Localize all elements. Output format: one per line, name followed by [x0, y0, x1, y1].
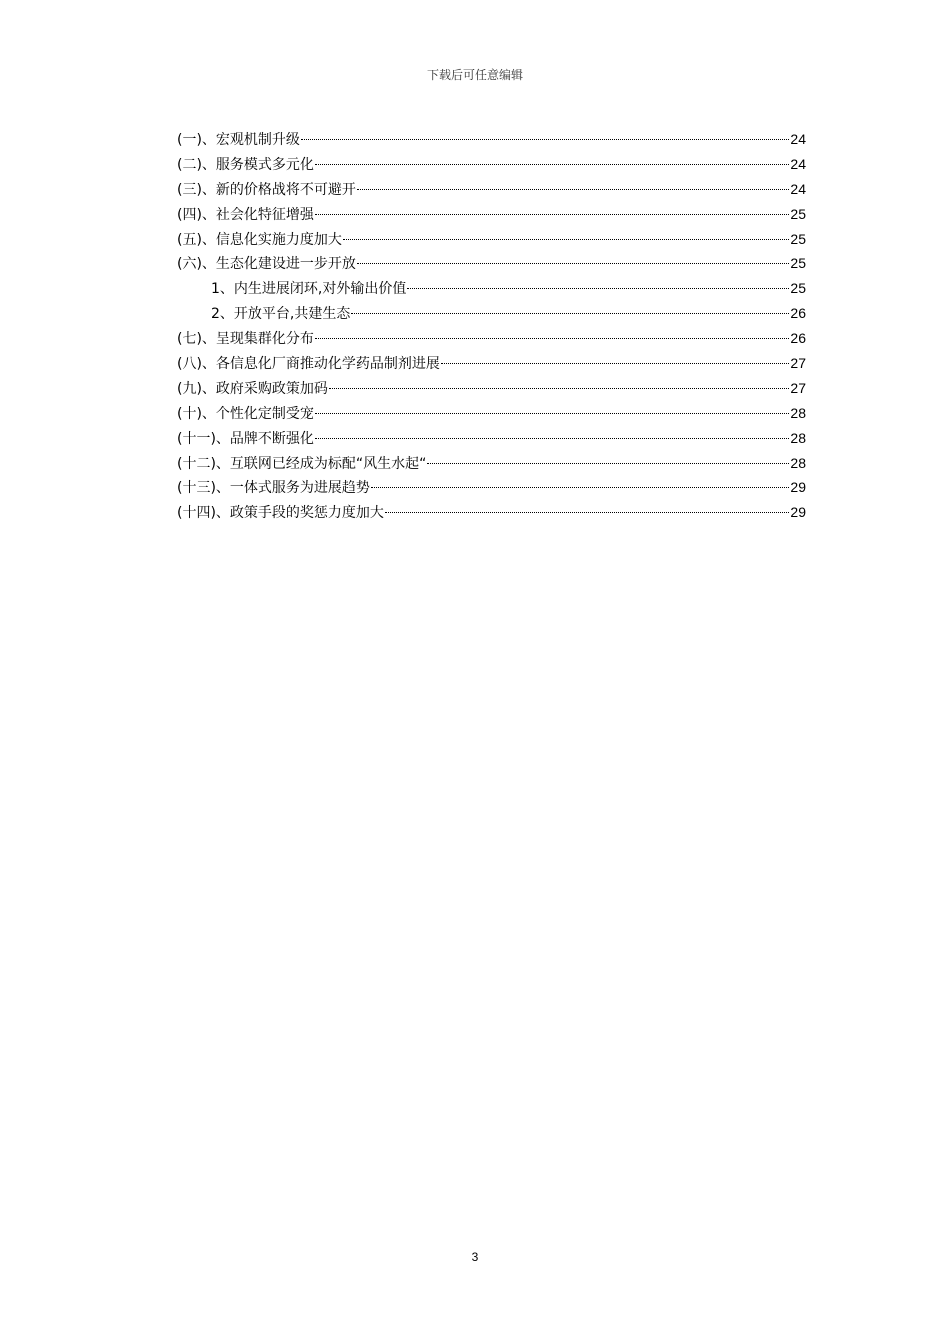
toc-dot-leader [371, 487, 789, 488]
toc-subentry[interactable] [177, 301, 806, 326]
page-number: 3 [471, 1250, 479, 1264]
toc-dot-leader [315, 338, 789, 339]
toc-entry[interactable] [177, 251, 806, 276]
toc-entry[interactable] [177, 475, 806, 500]
toc-entry[interactable] [177, 127, 806, 152]
toc-entry-page: 29 [790, 479, 806, 496]
toc-entry-page: 28 [790, 404, 806, 421]
toc-entry-label: (五)、信息化实施力度加大 [177, 231, 342, 248]
toc-entry[interactable] [177, 426, 806, 451]
toc-entry-page: 28 [790, 429, 806, 446]
toc-entry[interactable] [177, 376, 806, 401]
toc-entry[interactable] [177, 227, 806, 252]
toc-entry-page: 24 [790, 131, 806, 147]
toc-entry-page: 25 [790, 230, 806, 247]
toc-dot-leader [343, 239, 789, 240]
toc-entry[interactable] [177, 152, 806, 177]
page-header: 下载后可任意编辑 [426, 68, 523, 82]
toc-entry-page: 28 [790, 454, 806, 471]
toc-entry-label: (十四)、政策手段的奖惩力度加大 [177, 505, 384, 522]
toc-entry-label: (十三)、一体式服务为进展趋势 [177, 480, 370, 497]
toc-entry[interactable] [177, 451, 806, 476]
toc-entry-label: (十二)、互联网已经成为标配“风生水起“ [177, 455, 427, 472]
toc-dot-leader [329, 388, 789, 389]
toc-entry-page: 29 [790, 504, 806, 521]
table-of-contents [177, 127, 806, 525]
toc-subentry[interactable] [177, 276, 806, 301]
toc-dot-leader [301, 139, 789, 140]
toc-entry-page: 25 [790, 255, 806, 272]
toc-entry-label: (九)、政府采购政策加码 [177, 380, 328, 397]
toc-entry-page: 26 [790, 305, 806, 322]
toc-dot-leader [315, 214, 789, 215]
toc-entry-label: (八)、各信息化厂商推动化学药品制剂进展 [177, 356, 440, 373]
toc-entry-label: (三)、新的价格战将不可避开 [177, 181, 356, 198]
toc-entry[interactable] [177, 500, 806, 525]
toc-entry-label: 1、内生进展闭环,对外输出价值 [211, 281, 407, 298]
toc-dot-leader [427, 463, 789, 464]
toc-dot-leader [385, 512, 789, 513]
toc-entry-label: (一)、宏观机制升级 [177, 132, 300, 148]
toc-entry[interactable] [177, 177, 806, 202]
toc-dot-leader [357, 263, 789, 264]
toc-dot-leader [315, 438, 789, 439]
toc-dot-leader [357, 189, 789, 190]
toc-entry-page: 24 [790, 180, 806, 197]
toc-dot-leader [407, 288, 789, 289]
toc-entry[interactable] [177, 202, 806, 227]
toc-entry-page: 25 [790, 205, 806, 222]
toc-entry[interactable] [177, 326, 806, 351]
toc-entry-page: 27 [790, 379, 806, 396]
toc-entry-page: 26 [790, 330, 806, 347]
toc-dot-leader [315, 164, 789, 165]
toc-entry-label: (六)、生态化建设进一步开放 [177, 256, 356, 273]
toc-entry[interactable] [177, 351, 806, 376]
toc-entry-page: 24 [790, 155, 806, 172]
toc-entry-label: (七)、呈现集群化分布 [177, 331, 314, 348]
toc-entry-label: (二)、服务模式多元化 [177, 156, 314, 173]
toc-entry-label: 2、开放平台,共建生态 [211, 306, 351, 323]
toc-entry-page: 25 [790, 280, 806, 297]
toc-entry-label: (十一)、品牌不断强化 [177, 430, 314, 447]
toc-entry[interactable] [177, 401, 806, 426]
toc-entry-label: (四)、社会化特征增强 [177, 206, 314, 223]
toc-dot-leader [315, 413, 789, 414]
toc-dot-leader [351, 313, 789, 314]
toc-entry-page: 27 [790, 355, 806, 372]
toc-entry-label: (十)、个性化定制受宠 [177, 405, 314, 422]
toc-dot-leader [441, 363, 789, 364]
